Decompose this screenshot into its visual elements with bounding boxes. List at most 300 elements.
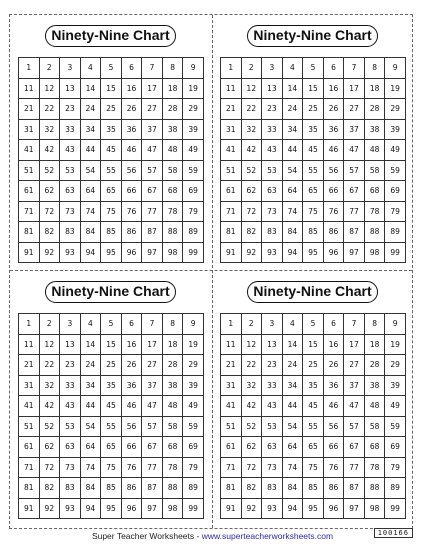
grid-cell: 65 [303, 437, 324, 458]
grid-cell: 99 [385, 498, 406, 519]
grid-cell: 18 [162, 334, 183, 355]
grid-cell: 19 [385, 78, 406, 99]
grid-cell: 82 [241, 478, 262, 499]
grid-cell: 35 [101, 375, 122, 396]
grid-cell: 69 [385, 181, 406, 202]
grid-cell: 52 [39, 160, 60, 181]
grid-cell: 58 [162, 160, 183, 181]
grid-cell: 64 [282, 181, 303, 202]
grid-cell: 39 [183, 375, 204, 396]
grid-cell: 53 [60, 160, 81, 181]
grid-cell: 16 [323, 334, 344, 355]
grid-cell: 3 [60, 314, 81, 335]
grid-cell: 48 [162, 140, 183, 161]
grid-cell: 12 [39, 334, 60, 355]
grid-cell: 66 [323, 437, 344, 458]
grid-cell: 79 [183, 457, 204, 478]
grid-cell: 7 [344, 314, 365, 335]
grid-cell: 44 [80, 140, 101, 161]
grid-cell: 67 [142, 181, 163, 202]
grid-row [19, 396, 204, 417]
grid-cell: 4 [80, 314, 101, 335]
grid-cell: 4 [282, 314, 303, 335]
grid-cell: 59 [183, 160, 204, 181]
grid-cell: 15 [101, 334, 122, 355]
grid-cell: 8 [364, 314, 385, 335]
grid-cell: 63 [262, 181, 283, 202]
grid-cell: 72 [241, 201, 262, 222]
grid-cell: 48 [364, 140, 385, 161]
grid-cell: 37 [142, 119, 163, 140]
grid-cell: 31 [221, 375, 242, 396]
grid-cell: 18 [364, 334, 385, 355]
grid-cell: 54 [80, 416, 101, 437]
grid-cell: 82 [39, 478, 60, 499]
grid-cell: 29 [385, 99, 406, 120]
grid-cell: 38 [364, 375, 385, 396]
grid-cell: 2 [39, 58, 60, 79]
grid-cell: 31 [19, 119, 40, 140]
grid-cell: 22 [241, 99, 262, 120]
grid-cell: 33 [262, 119, 283, 140]
grid-row [221, 498, 406, 519]
grid-cell: 17 [344, 334, 365, 355]
grid-cell: 35 [303, 119, 324, 140]
grid-cell: 98 [364, 498, 385, 519]
grid-cell: 58 [364, 416, 385, 437]
grid-row [19, 201, 204, 222]
grid-cell: 75 [101, 457, 122, 478]
grid-cell: 19 [183, 334, 204, 355]
grid-row [19, 457, 204, 478]
grid-cell: 52 [39, 416, 60, 437]
grid-cell: 49 [183, 140, 204, 161]
grid-cell: 93 [262, 498, 283, 519]
grid-cell: 73 [262, 457, 283, 478]
grid-cell: 46 [121, 396, 142, 417]
chart-title: Ninety-Nine Chart [247, 281, 378, 303]
grid-cell: 29 [385, 355, 406, 376]
grid-cell: 97 [142, 242, 163, 263]
grid-cell: 92 [39, 242, 60, 263]
grid-cell: 37 [142, 375, 163, 396]
grid-cell: 55 [101, 416, 122, 437]
grid-cell: 16 [323, 78, 344, 99]
grid-cell: 78 [364, 201, 385, 222]
grid-cell: 63 [60, 181, 81, 202]
grid-cell: 8 [364, 58, 385, 79]
grid-cell: 84 [282, 478, 303, 499]
grid-cell: 49 [385, 396, 406, 417]
grid-row [221, 437, 406, 458]
grid-cell: 14 [80, 334, 101, 355]
grid-cell: 23 [60, 355, 81, 376]
grid-row [221, 355, 406, 376]
grid-cell: 48 [162, 396, 183, 417]
grid-cell: 36 [121, 375, 142, 396]
grid-cell: 93 [262, 242, 283, 263]
grid-cell: 18 [162, 78, 183, 99]
grid-cell: 61 [19, 437, 40, 458]
footer-url-link[interactable]: www.superteacherworksheets.com [201, 531, 334, 541]
grid-cell: 12 [241, 334, 262, 355]
grid-row [221, 58, 406, 79]
grid-row [19, 375, 204, 396]
grid-cell: 45 [303, 140, 324, 161]
grid-cell: 21 [221, 355, 242, 376]
grid-cell: 8 [162, 314, 183, 335]
grid-cell: 81 [221, 478, 242, 499]
grid-cell: 28 [364, 355, 385, 376]
grid-cell: 74 [80, 457, 101, 478]
grid-cell: 64 [80, 181, 101, 202]
grid-cell: 42 [241, 140, 262, 161]
grid-cell: 47 [142, 140, 163, 161]
grid-cell: 55 [101, 160, 122, 181]
grid-cell: 62 [241, 181, 262, 202]
grid-cell: 64 [282, 437, 303, 458]
grid-cell: 9 [385, 314, 406, 335]
grid-cell: 25 [101, 99, 122, 120]
grid-cell: 86 [323, 478, 344, 499]
grid-cell: 32 [241, 375, 262, 396]
grid-cell: 81 [19, 222, 40, 243]
grid-row [221, 242, 406, 263]
grid-cell: 84 [282, 222, 303, 243]
grid-cell: 83 [262, 222, 283, 243]
grid-cell: 36 [121, 119, 142, 140]
grid-cell: 15 [303, 78, 324, 99]
grid-cell: 98 [162, 242, 183, 263]
grid-row [221, 314, 406, 335]
chart-card [10, 15, 212, 271]
grid-cell: 3 [262, 314, 283, 335]
grid-cell: 6 [323, 314, 344, 335]
chart-title: Ninety-Nine Chart [247, 25, 378, 47]
grid-row [221, 457, 406, 478]
grid-cell: 7 [344, 58, 365, 79]
grid-cell: 48 [364, 396, 385, 417]
grid-cell: 45 [303, 396, 324, 417]
grid-row [19, 498, 204, 519]
grid-cell: 96 [323, 242, 344, 263]
grid-row [19, 355, 204, 376]
grid-cell: 34 [80, 119, 101, 140]
grid-cell: 31 [221, 119, 242, 140]
grid-cell: 51 [19, 416, 40, 437]
grid-cell: 76 [323, 201, 344, 222]
grid-cell: 41 [221, 396, 242, 417]
grid-cell: 79 [385, 457, 406, 478]
number-grid [18, 57, 204, 263]
grid-cell: 95 [101, 242, 122, 263]
grid-cell: 1 [221, 58, 242, 79]
grid-cell: 33 [262, 375, 283, 396]
grid-cell: 83 [262, 478, 283, 499]
grid-row [19, 242, 204, 263]
grid-cell: 56 [323, 160, 344, 181]
grid-cell: 14 [80, 78, 101, 99]
grid-cell: 66 [121, 181, 142, 202]
grid-cell: 2 [241, 314, 262, 335]
grid-cell: 72 [39, 201, 60, 222]
grid-cell: 25 [101, 355, 122, 376]
grid-cell: 84 [80, 478, 101, 499]
grid-cell: 72 [39, 457, 60, 478]
grid-cell: 41 [19, 140, 40, 161]
grid-cell: 2 [241, 58, 262, 79]
grid-cell: 86 [121, 222, 142, 243]
grid-cell: 24 [80, 355, 101, 376]
grid-row [19, 58, 204, 79]
grid-cell: 55 [303, 160, 324, 181]
grid-cell: 59 [385, 416, 406, 437]
grid-cell: 13 [60, 78, 81, 99]
grid-cell: 73 [262, 201, 283, 222]
grid-row [221, 160, 406, 181]
grid-cell: 82 [241, 222, 262, 243]
grid-cell: 87 [344, 222, 365, 243]
grid-cell: 23 [60, 99, 81, 120]
grid-cell: 89 [183, 478, 204, 499]
grid-cell: 38 [162, 375, 183, 396]
grid-cell: 89 [385, 478, 406, 499]
grid-cell: 51 [221, 160, 242, 181]
grid-cell: 64 [80, 437, 101, 458]
grid-cell: 65 [303, 181, 324, 202]
grid-cell: 32 [39, 119, 60, 140]
grid-cell: 91 [221, 242, 242, 263]
grid-cell: 88 [162, 222, 183, 243]
grid-cell: 83 [60, 478, 81, 499]
grid-cell: 52 [241, 416, 262, 437]
grid-cell: 63 [60, 437, 81, 458]
grid-cell: 89 [385, 222, 406, 243]
grid-cell: 97 [142, 498, 163, 519]
grid-cell: 52 [241, 160, 262, 181]
grid-cell: 94 [282, 498, 303, 519]
grid-cell: 28 [364, 99, 385, 120]
grid-cell: 35 [303, 375, 324, 396]
grid-cell: 25 [303, 355, 324, 376]
chart-title: Ninety-Nine Chart [45, 281, 176, 303]
grid-cell: 25 [303, 99, 324, 120]
grid-cell: 58 [364, 160, 385, 181]
chart-title: Ninety-Nine Chart [45, 25, 176, 47]
grid-cell: 95 [101, 498, 122, 519]
grid-row [221, 99, 406, 120]
grid-row [221, 119, 406, 140]
grid-cell: 96 [121, 498, 142, 519]
grid-cell: 19 [183, 78, 204, 99]
worksheet-sheet [9, 14, 413, 529]
grid-cell: 91 [19, 498, 40, 519]
grid-cell: 54 [80, 160, 101, 181]
grid-cell: 5 [101, 58, 122, 79]
grid-cell: 79 [385, 201, 406, 222]
grid-cell: 77 [142, 457, 163, 478]
grid-cell: 98 [364, 242, 385, 263]
grid-row [221, 478, 406, 499]
grid-cell: 65 [101, 181, 122, 202]
grid-cell: 13 [262, 78, 283, 99]
grid-cell: 74 [282, 201, 303, 222]
grid-cell: 2 [39, 314, 60, 335]
grid-cell: 21 [19, 99, 40, 120]
grid-cell: 53 [60, 416, 81, 437]
grid-cell: 34 [282, 119, 303, 140]
grid-cell: 43 [60, 140, 81, 161]
grid-cell: 91 [221, 498, 242, 519]
grid-cell: 54 [282, 416, 303, 437]
grid-cell: 93 [60, 498, 81, 519]
grid-row [221, 140, 406, 161]
grid-cell: 62 [39, 181, 60, 202]
grid-cell: 17 [142, 334, 163, 355]
grid-cell: 22 [39, 355, 60, 376]
grid-cell: 9 [183, 58, 204, 79]
grid-cell: 76 [121, 201, 142, 222]
grid-cell: 61 [221, 437, 242, 458]
grid-row [221, 222, 406, 243]
grid-cell: 34 [282, 375, 303, 396]
grid-cell: 85 [101, 478, 122, 499]
chart-card [212, 271, 414, 527]
grid-cell: 11 [19, 334, 40, 355]
grid-cell: 57 [344, 160, 365, 181]
grid-cell: 26 [121, 99, 142, 120]
grid-cell: 45 [101, 140, 122, 161]
grid-cell: 69 [385, 437, 406, 458]
grid-cell: 32 [39, 375, 60, 396]
grid-cell: 1 [19, 58, 40, 79]
number-grid [220, 57, 406, 263]
grid-cell: 47 [344, 396, 365, 417]
grid-row [221, 334, 406, 355]
grid-cell: 5 [303, 58, 324, 79]
grid-cell: 28 [162, 355, 183, 376]
grid-cell: 73 [60, 457, 81, 478]
grid-cell: 87 [142, 222, 163, 243]
grid-cell: 44 [80, 396, 101, 417]
footer-separator: - [194, 531, 202, 541]
grid-cell: 88 [162, 478, 183, 499]
grid-cell: 38 [364, 119, 385, 140]
grid-row [19, 416, 204, 437]
grid-cell: 57 [344, 416, 365, 437]
grid-row [221, 375, 406, 396]
grid-cell: 77 [142, 201, 163, 222]
grid-cell: 98 [162, 498, 183, 519]
grid-cell: 73 [60, 201, 81, 222]
number-grid [18, 313, 204, 519]
grid-cell: 97 [344, 242, 365, 263]
grid-cell: 12 [241, 78, 262, 99]
grid-cell: 24 [80, 99, 101, 120]
grid-row [19, 181, 204, 202]
grid-cell: 26 [121, 355, 142, 376]
grid-cell: 77 [344, 457, 365, 478]
grid-cell: 78 [162, 457, 183, 478]
grid-cell: 1 [221, 314, 242, 335]
grid-cell: 61 [221, 181, 242, 202]
grid-cell: 68 [162, 181, 183, 202]
grid-cell: 59 [183, 416, 204, 437]
grid-cell: 87 [142, 478, 163, 499]
grid-cell: 39 [385, 119, 406, 140]
grid-cell: 95 [303, 498, 324, 519]
grid-cell: 68 [364, 437, 385, 458]
grid-cell: 47 [344, 140, 365, 161]
grid-row [19, 314, 204, 335]
grid-cell: 4 [80, 58, 101, 79]
grid-cell: 85 [303, 222, 324, 243]
grid-row [221, 201, 406, 222]
grid-row [19, 160, 204, 181]
grid-cell: 94 [80, 498, 101, 519]
grid-cell: 84 [80, 222, 101, 243]
grid-cell: 71 [19, 201, 40, 222]
grid-cell: 14 [282, 78, 303, 99]
grid-cell: 72 [241, 457, 262, 478]
grid-cell: 26 [323, 99, 344, 120]
grid-cell: 49 [183, 396, 204, 417]
chart-card [212, 15, 414, 271]
grid-cell: 21 [221, 99, 242, 120]
grid-cell: 37 [344, 119, 365, 140]
grid-row [19, 78, 204, 99]
grid-cell: 17 [142, 78, 163, 99]
grid-cell: 33 [60, 375, 81, 396]
grid-cell: 37 [344, 375, 365, 396]
grid-cell: 56 [121, 160, 142, 181]
grid-cell: 74 [282, 457, 303, 478]
grid-cell: 87 [344, 478, 365, 499]
grid-cell: 67 [142, 437, 163, 458]
grid-cell: 6 [323, 58, 344, 79]
grid-cell: 57 [142, 416, 163, 437]
grid-row [19, 334, 204, 355]
grid-cell: 28 [162, 99, 183, 120]
grid-cell: 74 [80, 201, 101, 222]
grid-cell: 78 [162, 201, 183, 222]
grid-cell: 49 [385, 140, 406, 161]
grid-cell: 77 [344, 201, 365, 222]
grid-cell: 76 [323, 457, 344, 478]
grid-cell: 62 [39, 437, 60, 458]
grid-cell: 43 [262, 140, 283, 161]
grid-cell: 89 [183, 222, 204, 243]
grid-cell: 34 [80, 375, 101, 396]
grid-cell: 63 [262, 437, 283, 458]
grid-cell: 71 [19, 457, 40, 478]
grid-cell: 69 [183, 437, 204, 458]
grid-cell: 41 [19, 396, 40, 417]
grid-cell: 99 [183, 242, 204, 263]
grid-row [19, 437, 204, 458]
grid-cell: 43 [60, 396, 81, 417]
grid-cell: 44 [282, 140, 303, 161]
grid-cell: 75 [303, 457, 324, 478]
grid-cell: 13 [60, 334, 81, 355]
grid-cell: 33 [60, 119, 81, 140]
grid-row [19, 478, 204, 499]
grid-cell: 99 [183, 498, 204, 519]
grid-cell: 6 [121, 58, 142, 79]
grid-cell: 42 [39, 140, 60, 161]
grid-cell: 86 [121, 478, 142, 499]
grid-cell: 96 [323, 498, 344, 519]
